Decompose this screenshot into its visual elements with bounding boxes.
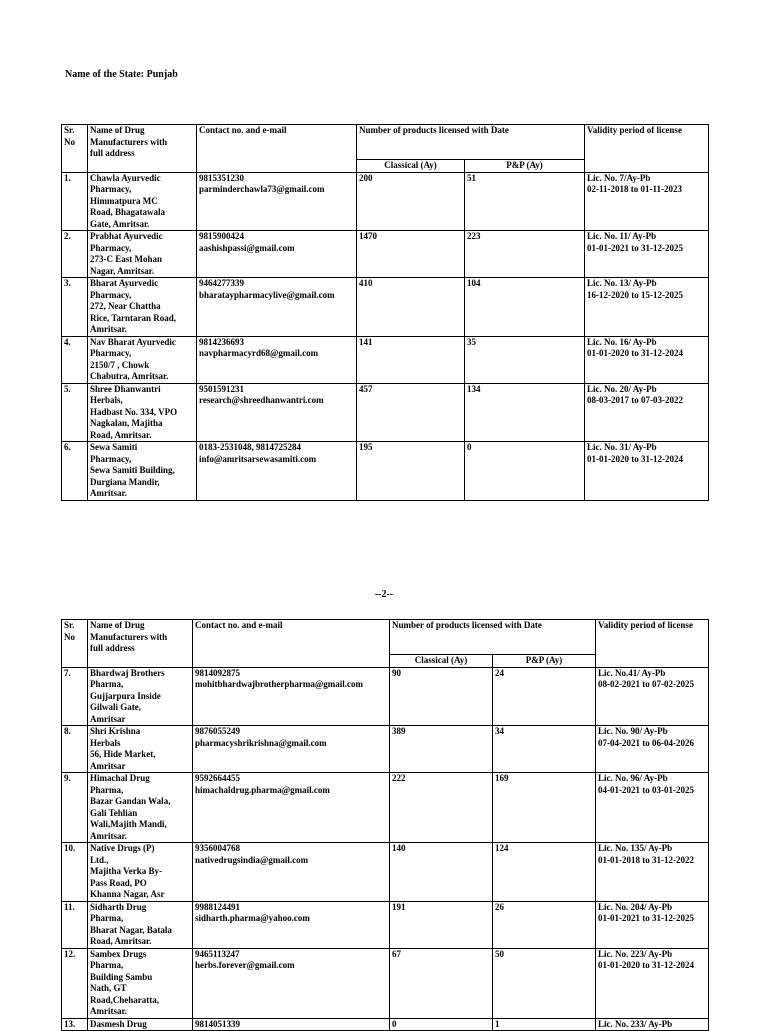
- manufacturer-name-cell-line: Sewa Samiti: [90, 442, 138, 452]
- classical-header: Classical (Ay): [357, 160, 465, 173]
- contact-cell: [193, 726, 390, 773]
- manufacturer-name-cell: [88, 383, 197, 442]
- sr-no-cell: 9.: [62, 773, 88, 843]
- sr-no-cell: 8.: [62, 726, 88, 773]
- manufacturer-name-cell-line: Nagkalan, Majitha: [90, 418, 163, 428]
- classical-count-cell: 140: [390, 843, 493, 902]
- manufacturer-name-cell-line: Bazar Gandan Wala,: [90, 796, 171, 806]
- manufacturer-name-cell-line: Amritsar.: [90, 1006, 127, 1016]
- license-validity-cell-line: Lic. No. 204/ Ay-Pb: [598, 901, 673, 912]
- license-validity-cell: [596, 773, 709, 843]
- manufacturer-name-cell-line: Himmatpura MC: [90, 195, 158, 206]
- pp-count-cell: 50: [493, 948, 596, 1018]
- pp-count-cell: 0: [465, 442, 585, 501]
- classical-count-cell: 191: [390, 901, 493, 948]
- license-validity-cell-line: 01-01-2018 to 31-12-2022: [598, 854, 695, 865]
- manufacturer-name-cell-line: Herbals,: [90, 395, 123, 405]
- contact-cell: [193, 843, 390, 902]
- license-validity-cell-line: Lic. No. 223/ Ay-Pb: [598, 948, 673, 959]
- pp-count-cell: 35: [465, 336, 585, 383]
- license-validity-cell-line: Lic. No. 135/ Ay-Pb: [598, 843, 673, 853]
- license-validity-cell-line: Lic. No. 31/ Ay-Pb: [587, 442, 657, 452]
- manufacturer-name-cell-line: Shri Krishna: [90, 726, 141, 736]
- pp-count-cell: 124: [493, 843, 596, 902]
- license-validity-cell-line: 01-01-2021 to 31-12-2025: [587, 242, 684, 253]
- manufacturer-name-cell-line: Hadbast No. 334, VPO: [90, 406, 178, 417]
- table-row: [62, 1018, 709, 1031]
- manufacturer-name-cell-line: Bharat Nagar, Batala: [90, 924, 172, 935]
- license-validity-cell: [596, 901, 709, 948]
- contact-cell: [197, 442, 357, 501]
- license-validity-cell-line: 16-12-2020 to 15-12-2025: [587, 289, 684, 300]
- contact-cell-line: sidharth.pharma@yahoo.com: [195, 913, 310, 923]
- manufacturer-name-cell-line: Road,Cheharatta,: [90, 994, 159, 1005]
- table-row: [62, 843, 709, 902]
- license-validity-cell: [585, 442, 709, 501]
- contact-cell-line: parminderchawla73@gmail.com: [199, 184, 325, 194]
- pp-count-cell: 134: [465, 383, 585, 442]
- pp-count-cell: 169: [493, 773, 596, 843]
- license-validity-cell-line: Lic. No. 233/ Ay-Pb: [598, 1018, 673, 1029]
- manufacturer-name-cell: [88, 667, 193, 726]
- contact-cell: [193, 948, 390, 1018]
- licensed-manufacturers-table-page1: [61, 124, 709, 501]
- contact-header: Contact no. and e-mail: [193, 620, 390, 668]
- table-row: [62, 948, 709, 1018]
- manufacturer-name-cell-line: Amritsar: [90, 760, 126, 771]
- manufacturer-name-cell-line: Sidharth Drug: [90, 901, 147, 912]
- license-validity-cell-line: Lic. No. 20/ Ay-Pb: [587, 383, 657, 394]
- table-row: [62, 231, 709, 278]
- table-row: [62, 278, 709, 337]
- manufacturer-name-cell-line: Pharma,: [90, 913, 124, 923]
- manufacturer-name-cell: [88, 773, 193, 843]
- manufacturer-name-cell-line: Majitha Verka By-: [90, 866, 162, 876]
- contact-header: Contact no. and e-mail: [197, 125, 357, 173]
- sr-no-cell: 7.: [62, 667, 88, 726]
- license-validity-cell: [585, 336, 709, 383]
- manufacturer-name-cell-line: Pharmacy,: [90, 184, 132, 194]
- contact-cell: [197, 278, 357, 337]
- products-licensed-header: Number of products licensed with Date: [357, 125, 585, 160]
- manufacturer-name-cell: [88, 231, 197, 278]
- manufacturer-name-cell-line: Pharmacy,: [90, 453, 132, 464]
- manufacturer-name-cell-line: Rice, Tarntaran Road,: [90, 312, 177, 323]
- license-validity-cell: [585, 231, 709, 278]
- validity-header: Validity period of license: [596, 620, 709, 668]
- contact-cell-line: himachaldrug.pharma@gmail.com: [195, 784, 330, 795]
- pp-count-cell: 26: [493, 901, 596, 948]
- license-validity-cell: [596, 1018, 709, 1031]
- table-row: [62, 336, 709, 383]
- license-validity-cell-line: 08-03-2017 to 07-03-2022: [587, 395, 684, 405]
- manufacturer-name-cell-line: 2150/7 , Chowk: [90, 359, 150, 370]
- contact-cell-line: 9814051339: [195, 1018, 240, 1029]
- manufacturer-name-cell-line: Gilwali Gate,: [90, 702, 141, 712]
- license-validity-cell-line: Lic. No. 11/ Ay-Pb: [587, 231, 657, 241]
- classical-count-cell: 410: [357, 278, 465, 337]
- classical-count-cell: 200: [357, 172, 465, 231]
- license-validity-cell: [596, 948, 709, 1018]
- contact-cell: [193, 1018, 390, 1031]
- license-validity-cell: [585, 278, 709, 337]
- license-validity-cell-line: 01-01-2020 to 31-12-2024: [587, 453, 684, 464]
- table-row: [62, 172, 709, 231]
- manufacturer-name-header: Name of Drug Manufacturers with full address: [88, 125, 197, 173]
- license-validity-cell: [596, 667, 709, 726]
- pp-count-cell: 104: [465, 278, 585, 337]
- products-licensed-header: Number of products licensed with Date: [390, 620, 596, 655]
- sr-no-cell: 4.: [62, 336, 88, 383]
- manufacturer-name-cell-line: Dasmesh Drug: [90, 1018, 147, 1029]
- contact-cell-line: 9814092875: [195, 667, 240, 678]
- manufacturer-name-cell-line: Khanna Nagar, Asr: [90, 889, 165, 899]
- license-validity-cell-line: Lic. No. 16/ Ay-Pb: [587, 336, 657, 347]
- license-validity-cell-line: 08-02-2021 to 07-02-2025: [598, 679, 695, 689]
- contact-cell: [197, 172, 357, 231]
- pp-count-cell: 1: [493, 1018, 596, 1031]
- license-validity-cell-line: 04-01-2021 to 03-01-2025: [598, 784, 695, 795]
- manufacturer-name-cell-line: Himachal Drug: [90, 773, 150, 783]
- manufacturer-name-cell-line: Pharmacy,: [90, 348, 132, 358]
- sr-no-cell: 3.: [62, 278, 88, 337]
- manufacturer-name-cell-line: Bhardwaj Brothers: [90, 667, 165, 678]
- manufacturer-name-header: Name of Drug Manufacturers with full address: [88, 620, 193, 668]
- table-body: [62, 172, 709, 500]
- contact-cell-line: bharataypharmacylive@gmail.com: [199, 289, 335, 300]
- manufacturer-name-cell-line: Amritsar.: [90, 830, 127, 841]
- contact-cell-line: 9465113247: [195, 948, 240, 959]
- manufacturer-name-cell: [88, 843, 193, 902]
- manufacturer-name-cell-line: Gali Tehlian: [90, 807, 138, 818]
- contact-cell-line: 9814236693: [199, 336, 244, 347]
- manufacturer-name-cell: [88, 172, 197, 231]
- table-row: [62, 773, 709, 843]
- classical-count-cell: 457: [357, 383, 465, 442]
- classical-count-cell: 67: [390, 948, 493, 1018]
- manufacturer-name-cell-line: Amritsar.: [90, 324, 127, 334]
- manufacturer-name-cell-line: Nath, GT: [90, 983, 127, 993]
- table-row: [62, 383, 709, 442]
- license-validity-cell: [596, 843, 709, 902]
- manufacturer-name-cell-line: Amritsar.: [90, 488, 127, 498]
- pp-count-cell: 223: [465, 231, 585, 278]
- manufacturer-name-cell-line: Nagar, Amritsar.: [90, 265, 155, 276]
- manufacturer-name-cell-line: Pharmacy,: [90, 289, 132, 300]
- contact-cell-line: info@amritsarsewasamiti.com: [199, 453, 317, 464]
- contact-cell-line: 9464277339: [199, 278, 244, 288]
- manufacturer-name-cell: [88, 278, 197, 337]
- manufacturer-name-cell: [88, 726, 193, 773]
- manufacturer-name-cell-line: Pharma,: [90, 784, 124, 795]
- contact-cell-line: 9592664455: [195, 773, 240, 783]
- table-row: [62, 901, 709, 948]
- contact-cell: [193, 773, 390, 843]
- manufacturer-name-cell-line: 272, Near Chattha: [90, 301, 161, 311]
- contact-cell-line: research@shreedhanwantri.com: [199, 395, 324, 405]
- sr-no-cell: 13.: [62, 1018, 88, 1031]
- table-row: [62, 442, 709, 501]
- manufacturer-name-cell-line: 273-C East Mohan: [90, 254, 163, 264]
- sr-no-header: Sr. No: [62, 125, 88, 173]
- table-row: [62, 667, 709, 726]
- pp-count-cell: 24: [493, 667, 596, 726]
- contact-cell-line: navpharmacyrd68@gmail.com: [199, 348, 319, 358]
- contact-cell: [193, 901, 390, 948]
- contact-cell-line: 9815900424: [199, 231, 244, 241]
- contact-cell-line: 9876055249: [195, 726, 240, 736]
- contact-cell-line: 9356004768: [195, 843, 240, 853]
- manufacturer-name-cell-line: Bharat Ayurvedic: [90, 278, 159, 288]
- manufacturer-name-cell-line: Gate, Amritsar.: [90, 218, 150, 229]
- manufacturer-name-cell-line: Road, Amritsar.: [90, 429, 152, 440]
- contact-cell-line: 0183-2531048, 9814725284: [199, 442, 301, 452]
- contact-cell-line: 9501591231: [199, 383, 244, 394]
- manufacturer-name-cell-line: 56, Hide Market,: [90, 749, 156, 759]
- manufacturer-name-cell-line: Road, Amritsar.: [90, 936, 152, 946]
- classical-count-cell: 195: [357, 442, 465, 501]
- license-validity-cell-line: 02-11-2018 to 01-11-2023: [587, 184, 683, 194]
- manufacturer-name-cell-line: Pharma,: [90, 960, 124, 970]
- contact-cell-line: herbs.forever@gmail.com: [195, 960, 295, 970]
- pp-count-cell: 51: [465, 172, 585, 231]
- manufacturer-name-cell: [88, 442, 197, 501]
- manufacturer-name-cell-line: Pass Road, PO: [90, 877, 147, 888]
- contact-cell-line: aashishpassi@gmail.com: [199, 242, 295, 253]
- contact-cell: [197, 336, 357, 383]
- manufacturer-name-cell-line: Native Drugs (P): [90, 843, 155, 853]
- contact-cell: [193, 667, 390, 726]
- manufacturer-name-cell-line: Nav Bharat Ayurvedic: [90, 336, 176, 347]
- manufacturer-name-cell-line: Shree Dhanwantri: [90, 383, 161, 394]
- manufacturer-name-cell-line: Wali,Majith Mandi,: [90, 819, 167, 829]
- sr-no-cell: 2.: [62, 231, 88, 278]
- license-validity-cell-line: Lic. No. 13/ Ay-Pb: [587, 278, 657, 288]
- classical-count-cell: 141: [357, 336, 465, 383]
- pp-count-cell: 34: [493, 726, 596, 773]
- contact-cell-line: 9815351230: [199, 172, 244, 183]
- classical-count-cell: 1470: [357, 231, 465, 278]
- contact-cell-line: mohitbhardwajbrotherpharma@gmail.com: [195, 679, 363, 689]
- sr-no-cell: 6.: [62, 442, 88, 501]
- manufacturer-name-cell: [88, 901, 193, 948]
- manufacturer-name-cell-line: Road, Bhagatawala: [90, 207, 166, 217]
- classical-count-cell: 222: [390, 773, 493, 843]
- license-validity-cell-line: 07-04-2021 to 06-04-2026: [598, 737, 695, 748]
- manufacturer-name-cell-line: Chawla Ayurvedic: [90, 172, 161, 183]
- manufacturer-name-cell-line: Building Sambu: [90, 971, 153, 982]
- classical-count-cell: 0: [390, 1018, 493, 1031]
- manufacturer-name-cell: [88, 948, 193, 1018]
- contact-cell: [197, 383, 357, 442]
- pp-header: P&P (Ay): [493, 655, 596, 668]
- table-header-row: [62, 620, 709, 655]
- license-validity-cell: [585, 172, 709, 231]
- manufacturer-name-cell-line: Chabutra, Amritsar.: [90, 371, 169, 381]
- sr-no-cell: 11.: [62, 901, 88, 948]
- table-body: [62, 667, 709, 1031]
- license-validity-cell-line: 01-01-2021 to 31-12-2025: [598, 913, 695, 923]
- manufacturer-name-cell-line: Gujjarpura Inside: [90, 690, 161, 701]
- table-header-row: [62, 125, 709, 160]
- manufacturer-name-cell-line: Amritsar: [90, 713, 126, 724]
- classical-header: Classical (Ay): [390, 655, 493, 668]
- license-validity-cell-line: 01-01-2020 to 31-12-2024: [587, 348, 684, 358]
- license-validity-cell: [585, 383, 709, 442]
- licensed-manufacturers-table-page2: [61, 619, 709, 1031]
- license-validity-cell-line: Lic. No. 96/ Ay-Pb: [598, 773, 668, 783]
- manufacturer-name-cell-line: Herbals: [90, 737, 121, 748]
- contact-cell-line: 9988124491: [195, 901, 240, 912]
- manufacturer-name-cell-line: Sewa Samiti Building,: [90, 465, 175, 475]
- manufacturer-name-cell-line: Durgiana Mandir,: [90, 476, 160, 487]
- sr-no-cell: 10.: [62, 843, 88, 902]
- manufacturer-name-cell-line: Prabhat Ayurvedic: [90, 231, 163, 241]
- license-validity-cell-line: 01-01-2020 to 31-12-2024: [598, 960, 695, 970]
- validity-header: Validity period of license: [585, 125, 709, 173]
- manufacturer-name-cell-line: Pharmacy,: [90, 242, 132, 253]
- pp-header: P&P (Ay): [465, 160, 585, 173]
- sr-no-header: Sr. No: [62, 620, 88, 668]
- manufacturer-name-cell-line: Ltd.,: [90, 854, 109, 865]
- table-row: [62, 726, 709, 773]
- contact-cell-line: nativedrugsindia@gmail.com: [195, 854, 309, 865]
- manufacturer-name-cell-line: Sambex Drugs: [90, 948, 147, 959]
- license-validity-cell-line: Lic. No. 7/Ay-Pb: [587, 172, 651, 183]
- classical-count-cell: 389: [390, 726, 493, 773]
- contact-cell-line: pharmacyshrikrishna@gmail.com: [195, 737, 327, 748]
- sr-no-cell: 1.: [62, 172, 88, 231]
- contact-cell: [197, 231, 357, 278]
- state-name-heading: Name of the State: Punjab: [65, 69, 178, 80]
- sr-no-cell: 12.: [62, 948, 88, 1018]
- manufacturer-name-cell: [88, 336, 197, 383]
- license-validity-cell-line: Lic. No. 90/ Ay-Pb: [598, 726, 668, 736]
- license-validity-cell: [596, 726, 709, 773]
- manufacturer-name-cell-line: Pharma,: [90, 679, 124, 689]
- license-validity-cell-line: Lic. No.41/ Ay-Pb: [598, 667, 666, 678]
- page-number-marker: --2--: [374, 589, 394, 600]
- manufacturer-name-cell: [88, 1018, 193, 1031]
- sr-no-cell: 5.: [62, 383, 88, 442]
- classical-count-cell: 90: [390, 667, 493, 726]
